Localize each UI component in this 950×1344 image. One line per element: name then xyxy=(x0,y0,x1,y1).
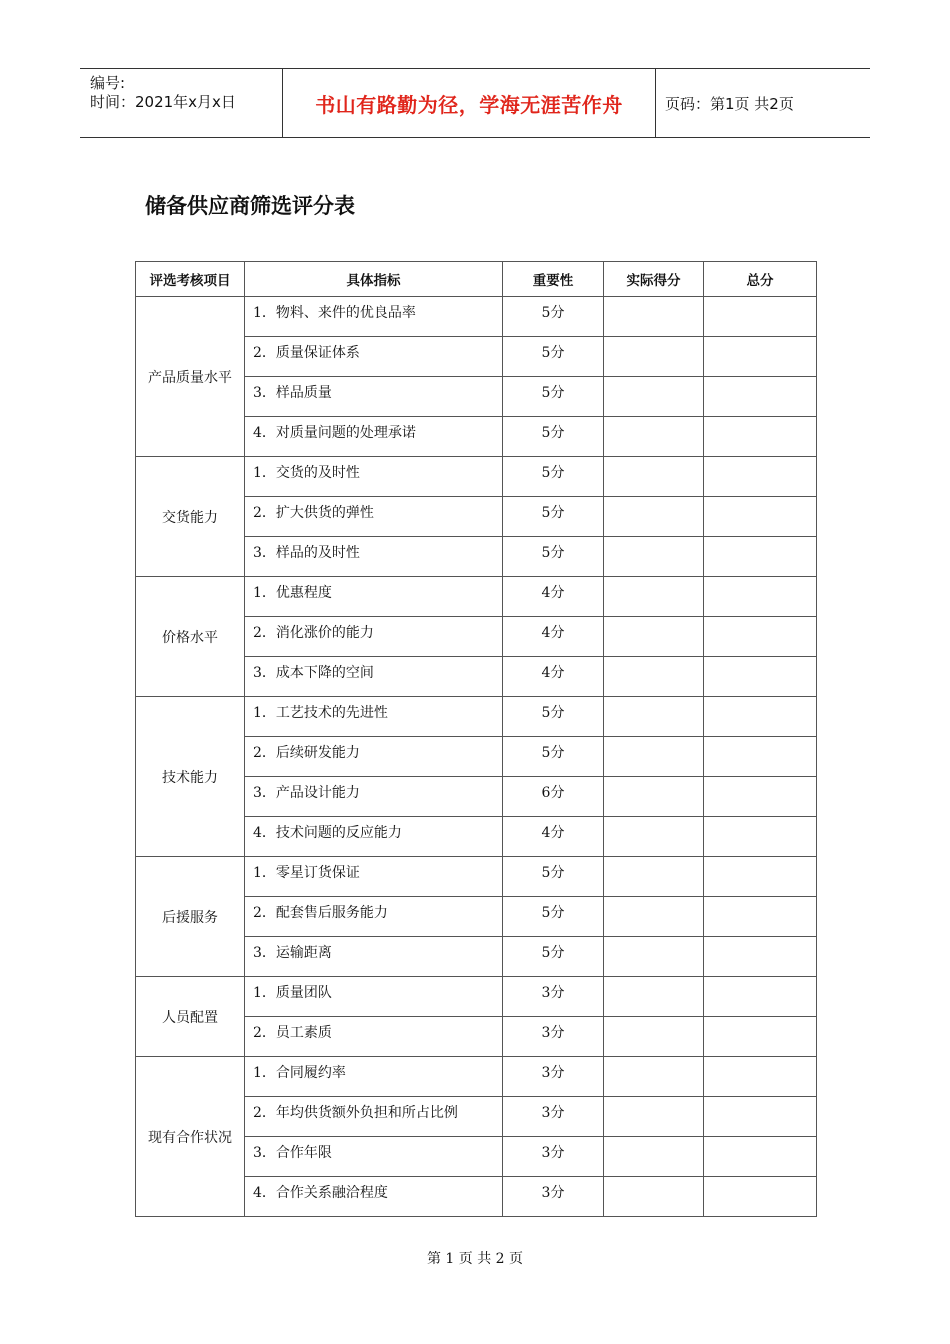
importance-cell: 3分 xyxy=(503,977,604,1017)
category-cell: 后援服务 xyxy=(136,857,245,977)
importance-cell: 3分 xyxy=(503,1017,604,1057)
indicator-cell: 2．年均供货额外负担和所占比例 xyxy=(245,1097,503,1137)
total-score-cell[interactable] xyxy=(704,817,817,857)
indicator-cell: 1．交货的及时性 xyxy=(245,457,503,497)
total-score-cell[interactable] xyxy=(704,377,817,417)
category-cell: 产品质量水平 xyxy=(136,297,245,457)
actual-score-cell[interactable] xyxy=(604,577,704,617)
column-header-indicator: 具体指标 xyxy=(245,262,503,297)
indicator-cell: 3．产品设计能力 xyxy=(245,777,503,817)
indicator-cell: 1．零星订货保证 xyxy=(245,857,503,897)
indicator-cell: 1．物料、来件的优良品率 xyxy=(245,297,503,337)
actual-score-cell[interactable] xyxy=(604,897,704,937)
actual-score-cell[interactable] xyxy=(604,417,704,457)
actual-score-cell[interactable] xyxy=(604,937,704,977)
indicator-cell: 2．质量保证体系 xyxy=(245,337,503,377)
importance-cell: 5分 xyxy=(503,737,604,777)
importance-cell: 5分 xyxy=(503,537,604,577)
total-score-cell[interactable] xyxy=(704,1057,817,1097)
total-score-cell[interactable] xyxy=(704,457,817,497)
column-header-category: 评选考核项目 xyxy=(136,262,245,297)
importance-cell: 5分 xyxy=(503,897,604,937)
actual-score-cell[interactable] xyxy=(604,457,704,497)
total-score-cell[interactable] xyxy=(704,977,817,1017)
header-page-cell xyxy=(655,69,870,137)
indicator-cell: 3．样品的及时性 xyxy=(245,537,503,577)
importance-cell: 5分 xyxy=(503,417,604,457)
importance-cell: 4分 xyxy=(503,617,604,657)
total-score-cell[interactable] xyxy=(704,657,817,697)
actual-score-cell[interactable] xyxy=(604,977,704,1017)
column-header-total: 总分 xyxy=(704,262,817,297)
indicator-cell: 1．质量团队 xyxy=(245,977,503,1017)
indicator-cell: 4．技术问题的反应能力 xyxy=(245,817,503,857)
total-score-cell[interactable] xyxy=(704,737,817,777)
indicator-cell: 2．扩大供货的弹性 xyxy=(245,497,503,537)
indicator-cell: 3．成本下降的空间 xyxy=(245,657,503,697)
importance-cell: 3分 xyxy=(503,1097,604,1137)
total-score-cell[interactable] xyxy=(704,577,817,617)
category-cell: 价格水平 xyxy=(136,577,245,697)
table-body xyxy=(136,297,817,1217)
importance-cell: 3分 xyxy=(503,1137,604,1177)
actual-score-cell[interactable] xyxy=(604,497,704,537)
total-score-cell[interactable] xyxy=(704,417,817,457)
actual-score-cell[interactable] xyxy=(604,1177,704,1217)
actual-score-cell[interactable] xyxy=(604,1057,704,1097)
importance-cell: 5分 xyxy=(503,297,604,337)
table-row xyxy=(136,457,817,497)
importance-cell: 5分 xyxy=(503,457,604,497)
indicator-cell: 2．配套售后服务能力 xyxy=(245,897,503,937)
total-score-cell[interactable] xyxy=(704,537,817,577)
actual-score-cell[interactable] xyxy=(604,1097,704,1137)
actual-score-cell[interactable] xyxy=(604,337,704,377)
importance-cell: 5分 xyxy=(503,697,604,737)
importance-cell: 5分 xyxy=(503,857,604,897)
total-score-cell[interactable] xyxy=(704,1017,817,1057)
total-score-cell[interactable] xyxy=(704,497,817,537)
indicator-cell: 2．消化涨价的能力 xyxy=(245,617,503,657)
indicator-cell: 2．后续研发能力 xyxy=(245,737,503,777)
actual-score-cell[interactable] xyxy=(604,1017,704,1057)
table-row xyxy=(136,297,817,337)
actual-score-cell[interactable] xyxy=(604,537,704,577)
total-score-cell[interactable] xyxy=(704,857,817,897)
total-score-cell[interactable] xyxy=(704,337,817,377)
category-cell: 交货能力 xyxy=(136,457,245,577)
total-score-cell[interactable] xyxy=(704,937,817,977)
table-header-row xyxy=(136,262,817,297)
total-score-cell[interactable] xyxy=(704,1097,817,1137)
indicator-cell: 1．合同履约率 xyxy=(245,1057,503,1097)
importance-cell: 3分 xyxy=(503,1057,604,1097)
indicator-cell: 3．合作年限 xyxy=(245,1137,503,1177)
table-row xyxy=(136,857,817,897)
actual-score-cell[interactable] xyxy=(604,857,704,897)
supplier-score-table xyxy=(135,261,817,1217)
total-score-cell[interactable] xyxy=(704,697,817,737)
importance-cell: 5分 xyxy=(503,497,604,537)
table-row xyxy=(136,977,817,1017)
indicator-cell: 4．合作关系融洽程度 xyxy=(245,1177,503,1217)
indicator-cell: 3．运输距离 xyxy=(245,937,503,977)
category-cell: 现有合作状况 xyxy=(136,1057,245,1217)
actual-score-cell[interactable] xyxy=(604,777,704,817)
header-page-info: 页码：第1页 共2页 xyxy=(665,94,794,113)
total-score-cell[interactable] xyxy=(704,617,817,657)
actual-score-cell[interactable] xyxy=(604,697,704,737)
importance-cell: 4分 xyxy=(503,657,604,697)
total-score-cell[interactable] xyxy=(704,297,817,337)
importance-cell: 4分 xyxy=(503,577,604,617)
column-header-actual-score: 实际得分 xyxy=(604,262,704,297)
total-score-cell[interactable] xyxy=(704,1137,817,1177)
importance-cell: 5分 xyxy=(503,937,604,977)
document-header xyxy=(80,68,870,138)
column-header-importance: 重要性 xyxy=(503,262,604,297)
indicator-cell: 3．样品质量 xyxy=(245,377,503,417)
actual-score-cell[interactable] xyxy=(604,617,704,657)
header-motto: 书山有路勤为径，学海无涯苦作舟 xyxy=(315,92,623,117)
importance-cell: 5分 xyxy=(503,337,604,377)
importance-cell: 6分 xyxy=(503,777,604,817)
header-motto-cell xyxy=(282,69,656,137)
category-cell: 人员配置 xyxy=(136,977,245,1057)
actual-score-cell[interactable] xyxy=(604,657,704,697)
indicator-cell: 1．优惠程度 xyxy=(245,577,503,617)
page-footer: 第 1 页 共 2 页 xyxy=(426,1251,524,1267)
indicator-cell: 4．对质量问题的处理承诺 xyxy=(245,417,503,457)
total-score-cell[interactable] xyxy=(704,777,817,817)
header-meta xyxy=(80,69,282,137)
total-score-cell[interactable] xyxy=(704,897,817,937)
document-number-label: 编号: xyxy=(90,74,126,92)
importance-cell: 3分 xyxy=(503,1177,604,1217)
actual-score-cell[interactable] xyxy=(604,817,704,857)
indicator-cell: 2．员工素质 xyxy=(245,1017,503,1057)
table-row xyxy=(136,697,817,737)
actual-score-cell[interactable] xyxy=(604,377,704,417)
total-score-cell[interactable] xyxy=(704,1177,817,1217)
table-row xyxy=(136,577,817,617)
document-date: 时间：2021年x月x日 xyxy=(90,93,236,111)
table-row xyxy=(136,1057,817,1097)
indicator-cell: 1．工艺技术的先进性 xyxy=(245,697,503,737)
actual-score-cell[interactable] xyxy=(604,297,704,337)
category-cell: 技术能力 xyxy=(136,697,245,857)
actual-score-cell[interactable] xyxy=(604,1137,704,1177)
importance-cell: 5分 xyxy=(503,377,604,417)
importance-cell: 4分 xyxy=(503,817,604,857)
page-title: 储备供应商筛选评分表 xyxy=(145,194,355,218)
actual-score-cell[interactable] xyxy=(604,737,704,777)
